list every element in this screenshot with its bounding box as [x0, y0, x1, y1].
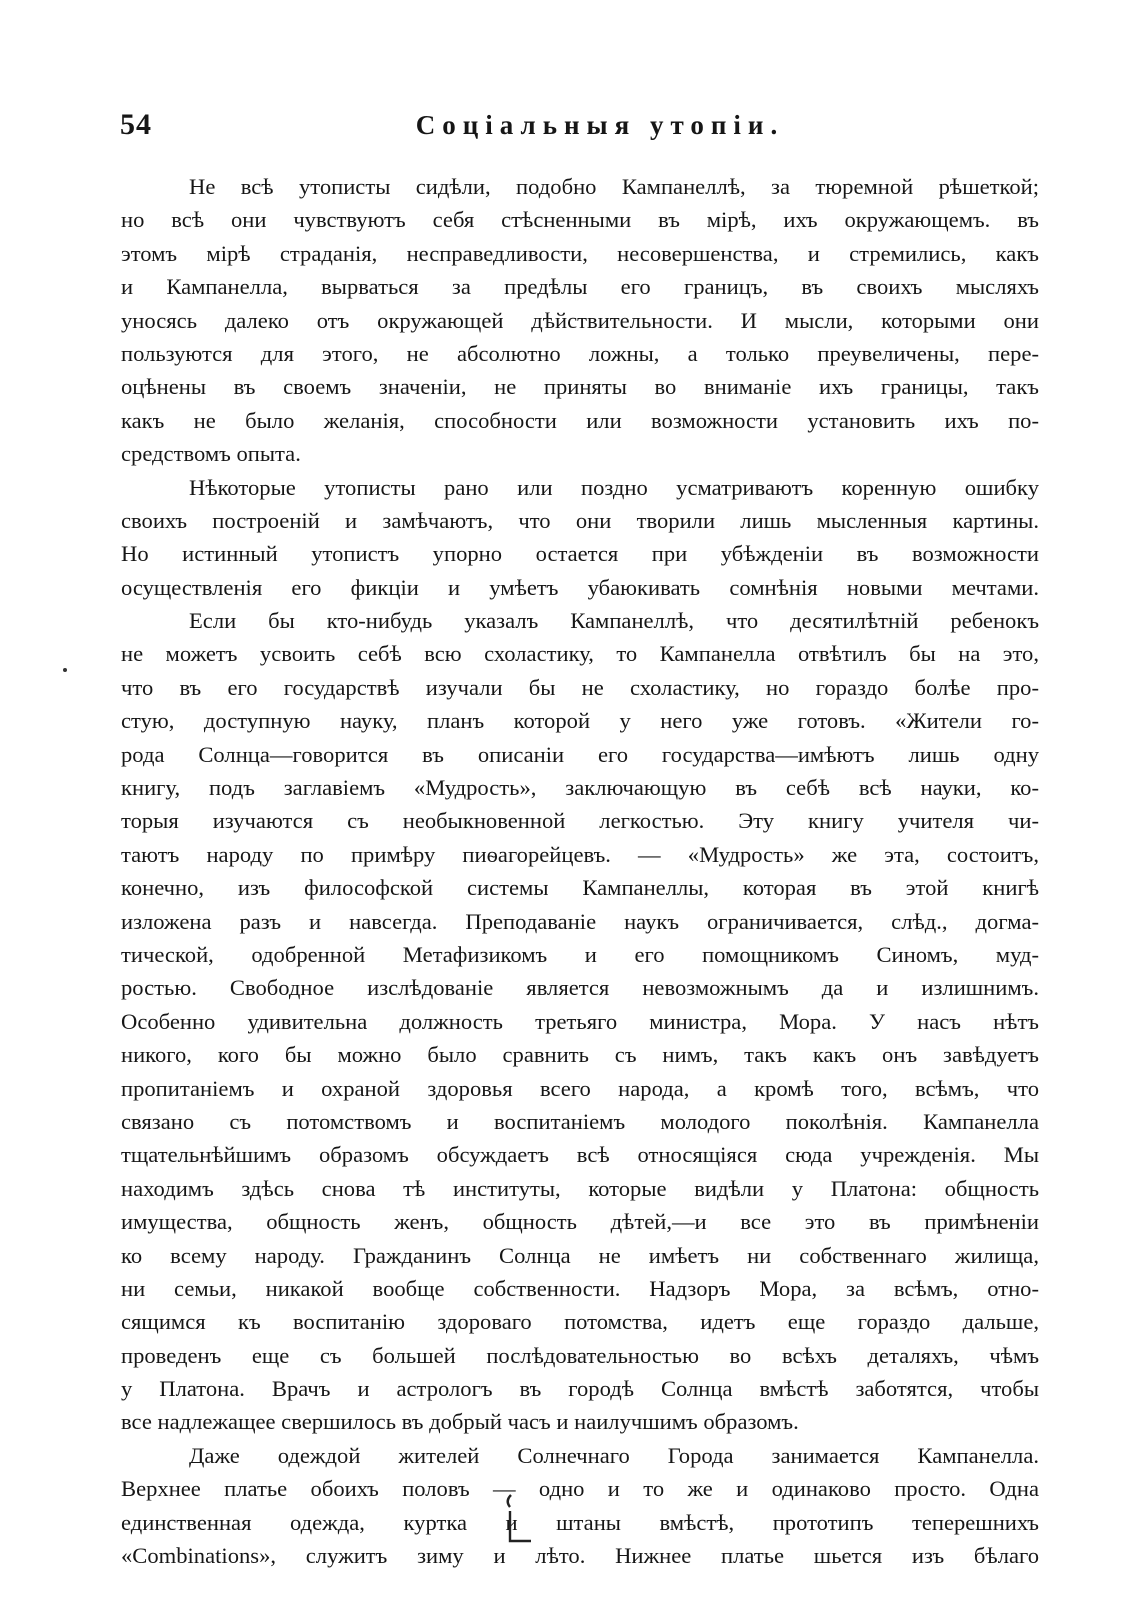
text-line: пользуются для этого, не абсолютно ложны, а только преувеличены, пере-	[121, 340, 1039, 366]
text-line: все надлежащее свершилось въ добрый часъ и наилучшимъ образомъ.	[121, 1409, 799, 1435]
text-line: и Кампанелла, вырваться за предѣлы его границъ, въ своихъ мысляхъ	[121, 274, 1039, 300]
text-line: тщательнѣйшимъ образомъ обсуждаетъ всѣ относящіяся сюда учрежденія. Мы	[121, 1142, 1039, 1168]
body-text	[121, 170, 1039, 1572]
text-line: изложена разъ и навсегда. Преподаваніе наукъ ограничивается, слѣд., догма-	[121, 908, 1039, 934]
text-line: книгу, подъ заглавіемъ «Мудрость», заключающую въ себѣ всѣ науки, ко-	[121, 775, 1039, 801]
text-line: Верхнее платье обоихъ половъ — одно и то же и одинаково просто. Одна	[121, 1476, 1039, 1502]
page-header	[120, 108, 1040, 148]
text-line: Особенно удивительна должность третьяго министра, Мора. У насъ нѣтъ	[121, 1008, 1039, 1034]
text-line: рода Солнца—говорится въ описаніи его государства—имѣютъ лишь одну	[121, 741, 1039, 767]
page-number: 54	[120, 108, 152, 141]
text-line: оцѣнены въ своемъ значеніи, не приняты во вниманіе ихъ границы, такъ	[121, 374, 1039, 400]
text-line: ни семьи, никакой вообще собственности. Надзоръ Мора, за всѣмъ, отно-	[121, 1275, 1039, 1301]
stray-print-mark	[63, 668, 67, 672]
text-line: конечно, изъ философской системы Кампанеллы, которая въ этой книгѣ	[121, 875, 1039, 901]
text-line: средствомъ опыта.	[121, 441, 301, 467]
text-line: находимъ здѣсь снова тѣ институты, которые видѣли у Платона: общность	[121, 1175, 1039, 1201]
text-line: ко всему народу. Гражданинъ Солнца не имѣетъ ни собственнаго жилища,	[121, 1242, 1039, 1268]
text-line: Если бы кто-нибудь указалъ Кампанеллѣ, что десятилѣтній ребенокъ	[189, 608, 1039, 634]
text-line: Нѣкоторые утописты рано или поздно усматриваютъ коренную ошибку	[189, 474, 1039, 500]
text-line: Даже одеждой жителей Солнечнаго Города занимается Кампанелла.	[189, 1442, 1039, 1468]
text-line: пропитаніемъ и охраной здоровья всего народа, а кромѣ того, всѣмъ, что	[121, 1075, 1039, 1101]
text-line: Не всѣ утописты сидѣли, подобно Кампанеллѣ, за тюремной рѣшеткой;	[189, 174, 1039, 199]
text-line: уносясь далеко отъ окружающей дѣйствительности. И мысли, которыми они	[121, 307, 1039, 333]
bottom-print-mark	[497, 1489, 537, 1549]
text-line: стую, доступную науку, планъ которой у него уже готовъ. «Жители го-	[121, 708, 1039, 734]
text-line: этомъ мірѣ страданія, несправедливости, несовершенства, и стремились, какъ	[121, 240, 1039, 266]
text-line: какъ не было желанія, способности или возможности установить ихъ по-	[121, 407, 1039, 433]
text-line: тической, одобренной Метафизикомъ и его помощникомъ Синомъ, муд-	[121, 941, 1039, 967]
text-line: торыя изучаются съ необыкновенной легкостью. Эту книгу учителя чи-	[121, 808, 1039, 834]
text-line: своихъ построеній и замѣчаютъ, что они творили лишь мысленныя картины.	[121, 507, 1039, 533]
text-line: «Combinations», служитъ зиму и лѣто. Нижнее платье шьется изъ бѣлаго	[121, 1543, 1039, 1569]
text-line: никого, кого бы можно было сравнить съ нимъ, такъ какъ онъ завѣдуетъ	[121, 1042, 1039, 1068]
text-line: связано съ потомствомъ и воспитаніемъ молодого поколѣнія. Кампанелла	[121, 1108, 1039, 1134]
text-line: имущества, общность женъ, общность дѣтей,—и все это въ примѣненіи	[121, 1209, 1039, 1235]
text-line: но всѣ они чувствуютъ себя стѣсненными въ мірѣ, ихъ окружающемъ. въ	[121, 207, 1039, 233]
text-line: что въ его государствѣ изучали бы не схоластику, но гораздо болѣе про-	[121, 674, 1039, 700]
text-line: единственная одежда, куртка и штаны вмѣстѣ, прототипъ теперешнихъ	[121, 1509, 1039, 1535]
text-line: Но истинный утопистъ упорно остается при убѣжденіи въ возможности	[121, 541, 1039, 567]
text-line: проведенъ еще съ большей послѣдовательностью во всѣхъ деталяхъ, чѣмъ	[121, 1342, 1039, 1368]
text-line: не можетъ усвоить себѣ всю схоластику, то Кампанелла отвѣтилъ бы на это,	[121, 641, 1039, 667]
running-title: Соціальныя утопіи.	[415, 110, 785, 140]
text-line: таютъ народу по примѣру пиѳагорейцевъ. — «Мудрость» же эта, состоитъ,	[121, 841, 1039, 867]
text-line: ростью. Свободное изслѣдованіе является невозможнымъ да и излишнимъ.	[121, 975, 1039, 1001]
text-line: сящимся къ воспитанію здороваго потомства, идетъ еще гораздо дальше,	[121, 1309, 1039, 1335]
text-line: осуществленія его фикціи и умѣетъ убаюкивать сомнѣнія новыми мечтами.	[121, 574, 1039, 600]
text-line: у Платона. Врачъ и астрологъ въ городѣ Солнца вмѣстѣ заботятся, чтобы	[121, 1376, 1039, 1402]
